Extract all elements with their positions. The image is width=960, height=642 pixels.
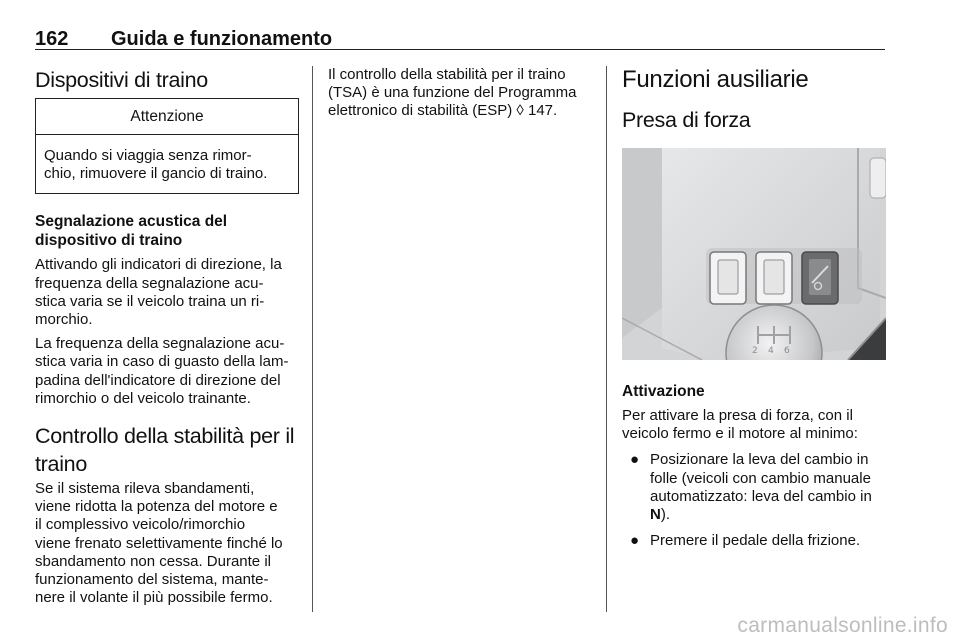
svg-text:4: 4 xyxy=(768,346,774,356)
page-header xyxy=(35,28,885,50)
warning-title: Attenzione xyxy=(36,99,298,135)
activation-steps-list xyxy=(622,451,886,550)
column-right xyxy=(622,66,886,558)
list-item: ● Premere il pedale della frizione. xyxy=(630,532,861,550)
pto-switch-illustration xyxy=(622,148,886,360)
column-divider-2 xyxy=(606,66,607,612)
paragraph-tsa: Il controllo della stabilità per il traino (TSA) è una funzione del Programma elettronico di stabilità (ESP) ◊ 147. xyxy=(328,66,577,120)
neutral-gear-label: N xyxy=(650,506,661,524)
paragraph-stability: Se il sistema rileva sbandamenti, viene ridotta la potenza del motore e il complessivo veicolo/rimorchio viene frenato selettivamente finché lo sbandamento non cessa. Durante il funzionamento del sistema, mante- nere il volante il più possibile fermo. xyxy=(35,480,283,607)
paragraph-bulb-failure: La frequenza della segnalazione acu- stica varia in caso di guasto della lam- padina dell'indicatore di direzione del rimorchio o del veicolo trainante. xyxy=(35,335,289,407)
svg-text:6: 6 xyxy=(784,346,790,356)
column-left xyxy=(35,66,299,607)
page-number: 162 xyxy=(35,28,69,50)
subheading-activation: Attivazione xyxy=(622,383,705,400)
watermark: carmanualsonline.info xyxy=(737,614,948,637)
subheading-acoustic-signal: Segnalazione acustica del dispositivo di traino xyxy=(35,213,228,250)
dashboard-switches-icon xyxy=(622,148,886,360)
section-title-stability: Controllo della stabilità per il traino xyxy=(35,424,295,477)
list-item: ● Posizionare la leva del cambio in folle (veicoli con cambio manuale automatizzato: leva del cambio in N). xyxy=(630,451,872,524)
warning-box xyxy=(35,98,299,194)
column-middle xyxy=(328,66,590,121)
paragraph-activation-intro: Per attivare la presa di forza, con il veicolo fermo e il motore al minimo: xyxy=(622,407,858,443)
section-title-auxiliary: Funzioni ausiliarie xyxy=(622,66,809,93)
bullet-icon: ● xyxy=(630,451,640,469)
column-divider-1 xyxy=(312,66,313,612)
chapter-title: Guida e funzionamento xyxy=(111,28,333,50)
paragraph-indicators: Attivando gli indicatori di direzione, la frequenza della segnalazione acu- stica varia se il veicolo traina un ri- morchio. xyxy=(35,256,282,329)
bullet-icon: ● xyxy=(630,532,640,550)
warning-text: Quando si viaggia senza rimor- chio, rimuovere il gancio di traino. xyxy=(44,147,268,183)
svg-text:2: 2 xyxy=(752,346,758,356)
subtitle-pto: Presa di forza xyxy=(622,108,751,132)
section-title-towing: Dispositivi di traino xyxy=(35,68,208,92)
